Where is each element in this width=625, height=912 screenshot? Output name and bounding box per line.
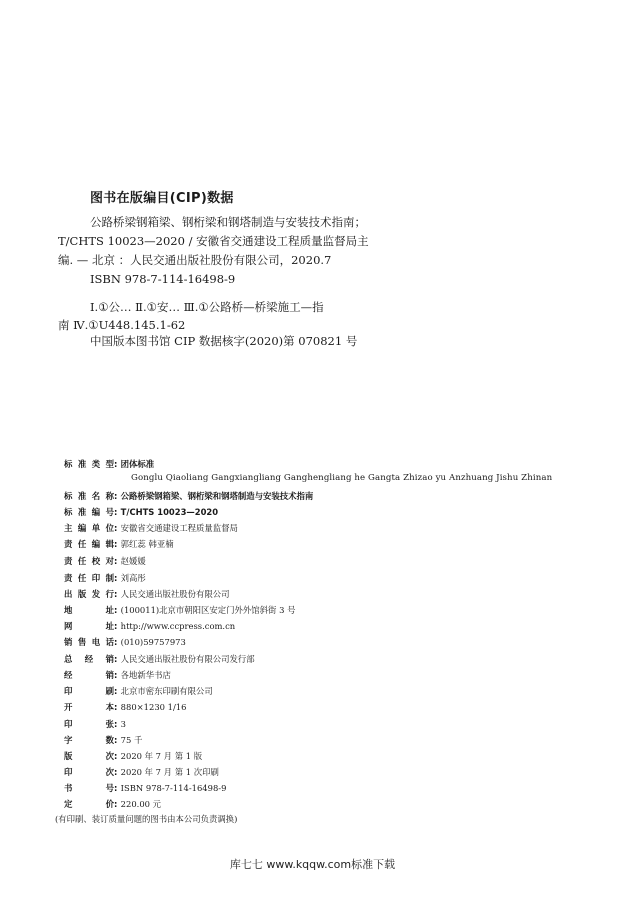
sales-phone-value: (010)59757973: [120, 637, 186, 647]
standard-type-label: 标准类型: [64, 459, 114, 469]
sheets-value: 3: [120, 719, 127, 729]
cip-line-4: ISBN 978-7-114-16498-9: [90, 272, 236, 286]
standard-type-value: 团体标准: [120, 459, 155, 469]
colon: :: [114, 589, 118, 599]
site-watermark: 库七七 www.kqqw.com标准下载: [229, 858, 396, 871]
cip-line-1: 公路桥梁钢箱梁、钢桁梁和钢塔制造与安装技术指南；: [90, 215, 366, 229]
sheets-label: 印张: [64, 719, 114, 729]
colon: :: [114, 767, 118, 777]
editor-unit-label: 主编单位: [64, 523, 114, 533]
cip-line-3: 编. — 北京 ：人民交通出版社股份有限公司，2020.7: [58, 253, 332, 267]
distributor-value: 人民交通出版社股份有限公司发行部: [120, 654, 255, 664]
standard-number-value: T/CHTS 10023—2020: [120, 507, 219, 517]
seller-label: 经销: [64, 670, 114, 680]
colon: :: [114, 751, 118, 761]
printing-supervisor-label: 责任印制: [64, 573, 114, 583]
colon: :: [114, 539, 118, 549]
isbn-label: 书号: [64, 783, 114, 793]
website-label: 网址: [64, 621, 114, 631]
printing-supervisor-value: 刘高彤: [120, 573, 146, 583]
editor-unit-row: [64, 521, 238, 535]
colon: :: [114, 523, 118, 533]
editor-unit-value: 安徽省交通建设工程质量监督局: [120, 523, 238, 533]
seller-row: [64, 668, 171, 682]
proofreader-value: 赵媛媛: [120, 556, 146, 566]
standard-name-row: [64, 489, 313, 503]
edition-value: 2020 年 7 月 第 1 版: [120, 751, 203, 761]
colon: :: [114, 702, 118, 712]
printer-value: 北京市密东印刷有限公司: [120, 686, 213, 696]
printer-row: [64, 684, 213, 698]
price-value: 220.00 元: [120, 799, 162, 809]
format-row: [64, 700, 186, 714]
colon: :: [114, 605, 118, 615]
standard-number-row: [64, 505, 218, 519]
impression-row: [64, 765, 219, 779]
colon: :: [114, 719, 118, 729]
standard-number-label: 标准编号: [64, 507, 114, 517]
colon: :: [114, 637, 118, 647]
proofreader-label: 责任校对: [64, 556, 114, 566]
standard-name-value: 公路桥梁钢箱梁、钢桁梁和钢塔制造与安装技术指南: [120, 491, 314, 501]
word-count-label: 字数: [64, 735, 114, 745]
cip-line-5: Ⅰ.①公… Ⅱ.①安… Ⅲ.①公路桥—桥梁施工—指: [90, 300, 324, 314]
colon: :: [114, 621, 118, 631]
cip-line-2: T/CHTS 10023—2020 / 安徽省交通建设工程质量监督局主: [58, 234, 369, 248]
quality-footnote: (有印刷、装订质量问题的图书由本公司负责调换): [55, 814, 238, 824]
colon: :: [114, 459, 118, 469]
website-value: http://www.ccpress.com.cn: [120, 621, 236, 631]
price-row: [64, 797, 161, 811]
colon: :: [114, 507, 118, 517]
colon: :: [114, 735, 118, 745]
sheets-row: [64, 717, 126, 731]
format-value: 880×1230 1/16: [120, 702, 187, 712]
distributor-label: 总经销: [64, 654, 114, 664]
impression-value: 2020 年 7 月 第 1 次印刷: [120, 767, 219, 777]
printing-supervisor-row: [64, 571, 146, 585]
responsible-editor-label: 责任编辑: [64, 539, 114, 549]
edition-label: 版次: [64, 751, 114, 761]
price-label: 定价: [64, 799, 114, 809]
isbn-row: [64, 781, 226, 795]
colon: :: [114, 573, 118, 583]
address-label: 地址: [64, 605, 114, 615]
pinyin-title: Gonglu Qiaoliang Gangxiangliang Ganghengliang he Gangta Zhizao yu Anzhuang Jishu Zhinan: [131, 473, 553, 483]
printer-label: 印刷: [64, 686, 114, 696]
isbn-value: ISBN 978-7-114-16498-9: [120, 783, 227, 793]
responsible-editor-value: 郭红蕊 韩亚楠: [120, 539, 174, 549]
proofreader-row: [64, 554, 146, 568]
address-row: [64, 603, 295, 617]
publisher-value: 人民交通出版社股份有限公司: [120, 589, 230, 599]
sales-phone-row: [64, 635, 186, 649]
edition-row: [64, 749, 202, 763]
colon: :: [114, 491, 118, 501]
standard-name-label: 标准名称: [64, 491, 114, 501]
seller-value: 各地新华书店: [120, 670, 171, 680]
colon: :: [114, 686, 118, 696]
publisher-label: 出版发行: [64, 589, 114, 599]
colon: :: [114, 783, 118, 793]
standard-type-row: [64, 457, 154, 471]
publisher-row: [64, 587, 230, 601]
word-count-row: [64, 733, 142, 747]
colon: :: [114, 799, 118, 809]
colon: :: [114, 556, 118, 566]
impression-label: 印次: [64, 767, 114, 777]
sales-phone-label: 销售电话: [64, 637, 114, 647]
cip-title: 图书在版编目(CIP)数据: [90, 191, 234, 206]
format-label: 开本: [64, 702, 114, 712]
distributor-row: [64, 652, 255, 666]
cip-line-6: 南 Ⅳ.①U448.145.1-62: [58, 318, 186, 332]
colon: :: [114, 654, 118, 664]
colon: :: [114, 670, 118, 680]
word-count-value: 75 千: [120, 735, 143, 745]
website-row: [64, 619, 235, 633]
responsible-editor-row: [64, 537, 174, 551]
cip-line-7: 中国版本图书馆 CIP 数据核字(2020)第 070821 号: [90, 334, 358, 348]
address-value: (100011)北京市朝阳区安定门外外馆斜街 3 号: [120, 605, 296, 615]
